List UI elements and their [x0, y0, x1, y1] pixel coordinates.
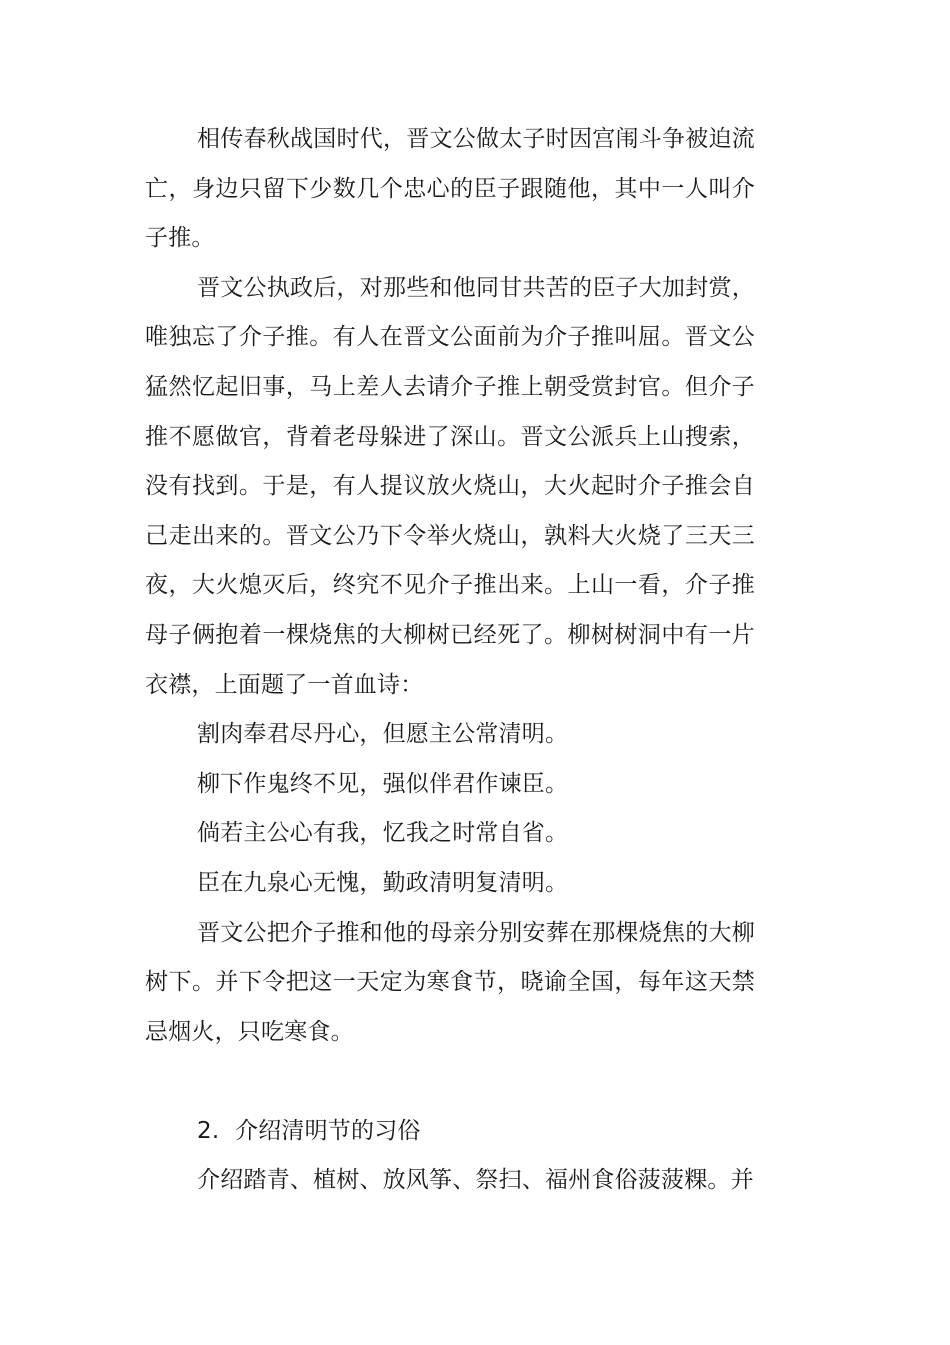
paragraph-customs: 介绍踏青、植树、放风筝、祭扫、福州食俗菠菠粿。并 [197, 1167, 754, 1194]
section-heading [145, 1107, 755, 1157]
document-body [145, 115, 755, 1206]
poem-line-1: 割肉奉君尽丹心，但愿主公常清明。 [197, 721, 569, 748]
poem-line-3: 倘若主公心有我，忆我之时常自省。 [197, 820, 569, 847]
poem-line-4: 臣在九泉心无愧，勤政清明复清明。 [197, 869, 569, 896]
section-title: 介绍清明节的习俗 [235, 1117, 421, 1144]
section-number: 2. [197, 1117, 220, 1144]
poem-line-2: 柳下作鬼终不见，强似伴君作谏臣。 [197, 770, 569, 797]
blank-line [145, 1057, 755, 1107]
paragraph-conclusion: 晋文公把介子推和他的母亲分别安葬在那棵烧焦的大柳树下。并下令把这一天定为寒食节，晓谕全国，每年这天禁忌烟火，只吃寒食。 [145, 919, 755, 1045]
paragraph-story: 晋文公执政后，对那些和他同甘共苦的臣子大加封赏，唯独忘了介子推。有人在晋文公面前为介子推叫屈。晋文公猛然忆起旧事，马上差人去请介子推上朝受赏封官。但介子推不愿做官，背着老母躲进了深山。晋文公派兵上山搜索，没有找到。于是，有人提议放火烧山，大火起时介子推会自己走出来的。晋文公乃下令举火烧山，孰料大火烧了三天三夜，大火熄灭后，终究不见介子推出来。上山一看，介子推母子俩抱着一棵烧焦的大柳树已经死了。柳树树洞中有一片衣襟，上面题了一首血诗： [145, 274, 755, 698]
paragraph-origin: 相传春秋战国时代，晋文公做太子时因宫闱斗争被迫流亡，身边只留下少数几个忠心的臣子跟随他，其中一人叫介子推。 [145, 126, 755, 252]
